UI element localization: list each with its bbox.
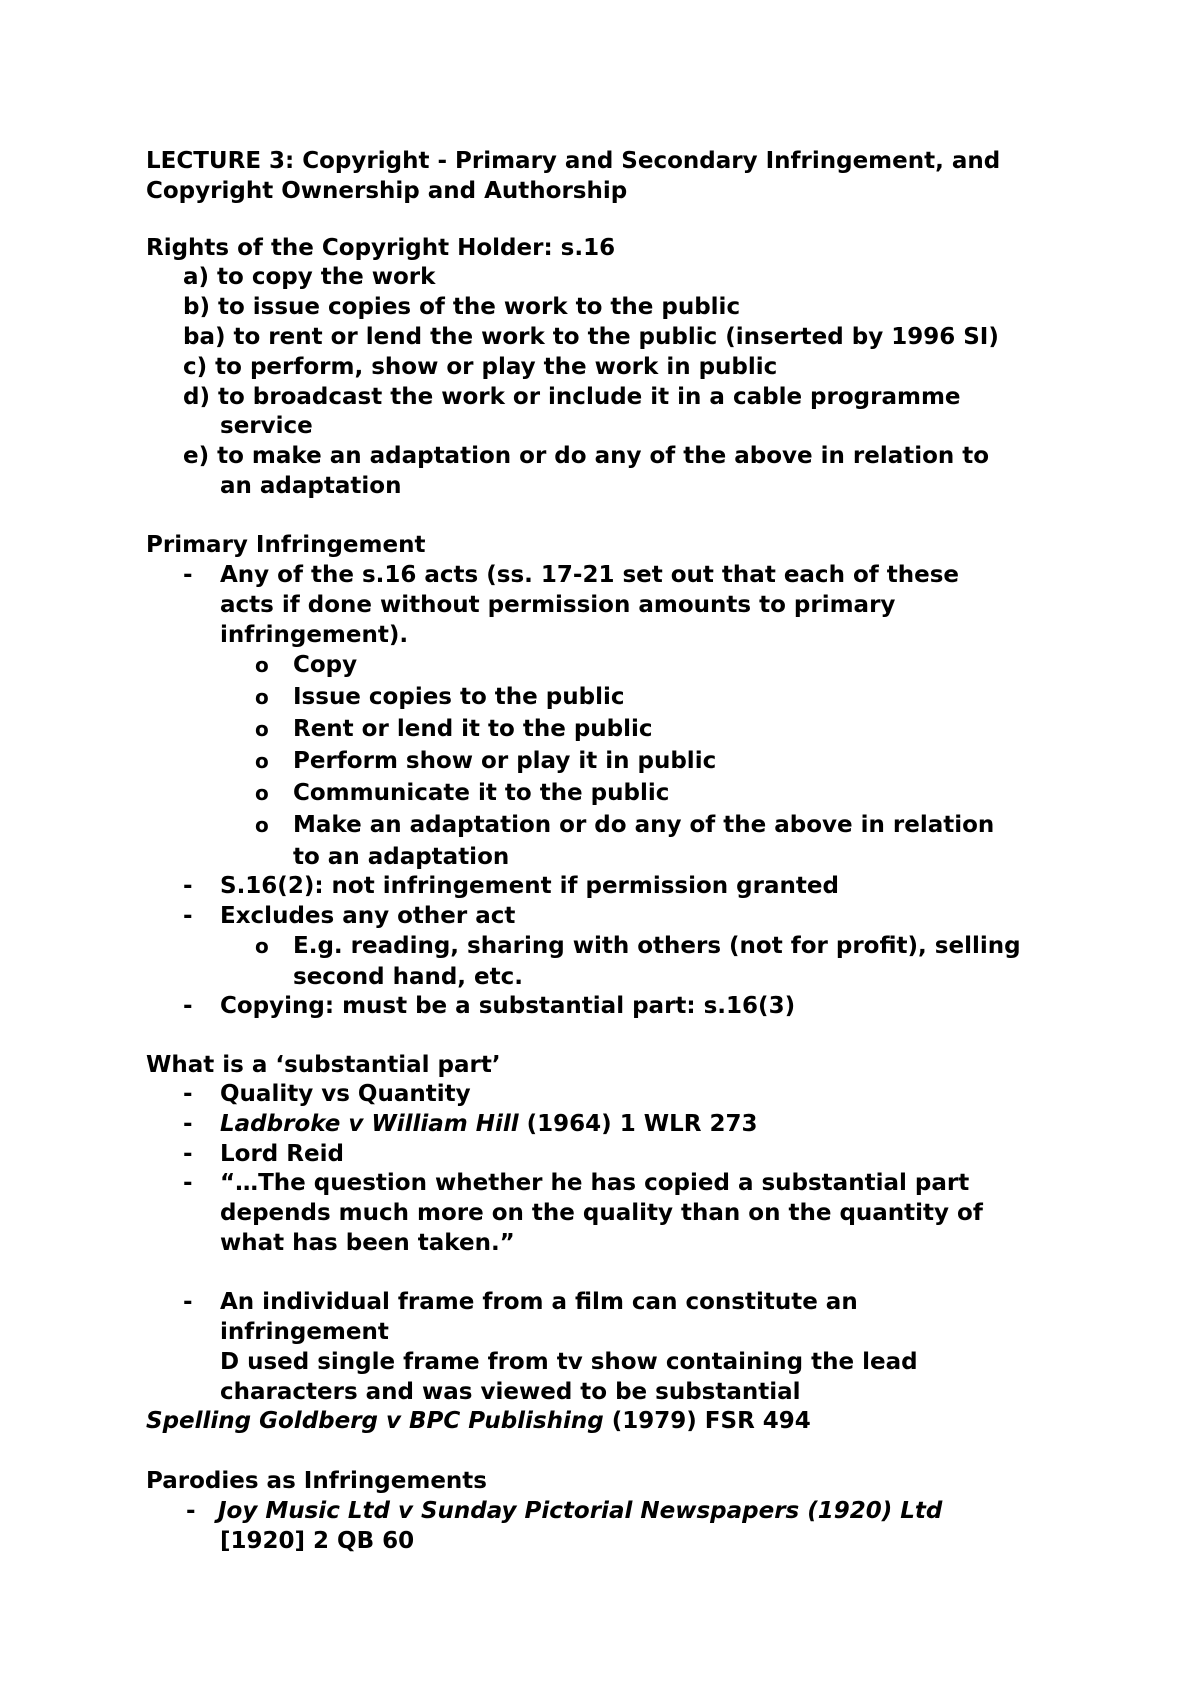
substantial-case-spelling xyxy=(146,1406,811,1436)
title-line-1: LECTURE 3: Copyright - Primary and Secondary Infringement, and xyxy=(146,148,1001,174)
circle-bullet: o xyxy=(255,685,269,709)
circle-bullet: o xyxy=(255,749,269,773)
substantial-frame-line-3: D used single frame from tv show containing the lead xyxy=(220,1349,918,1375)
dash-bullet: - xyxy=(183,1111,193,1137)
primary-sub-item: Rent or lend it to the public xyxy=(293,716,653,742)
circle-bullet: o xyxy=(255,934,269,958)
rights-item-d-cont: service xyxy=(220,413,313,439)
rights-item-d: d) to broadcast the work or include it in a cable programme xyxy=(183,384,961,410)
case-name: Joy Music Ltd v Sunday Pictorial Newspapers (1920) Ltd xyxy=(218,1498,943,1524)
primary-sub-item: Issue copies to the public xyxy=(293,684,625,710)
primary-excludes: Excludes any other act xyxy=(220,903,516,929)
dash-bullet: - xyxy=(186,1498,196,1524)
substantial-quote-line-2: depends much more on the quality than on the quantity of xyxy=(220,1200,983,1226)
dash-bullet: - xyxy=(183,903,193,929)
circle-bullet: o xyxy=(255,781,269,805)
dash-bullet: - xyxy=(183,1081,193,1107)
primary-s16-2: S.16(2): not infringement if permission granted xyxy=(220,873,839,899)
primary-acts-line-2: acts if done without permission amounts to primary xyxy=(220,592,896,618)
primary-eg-line-1: E.g. reading, sharing with others (not for profit), selling xyxy=(293,933,1021,959)
substantial-frame-line-4: characters and was viewed to be substantial xyxy=(220,1379,801,1405)
circle-bullet: o xyxy=(255,813,269,837)
primary-eg-line-2: second hand, etc. xyxy=(293,964,524,990)
rights-item-a: a) to copy the work xyxy=(183,264,436,290)
case-name: Ladbroke v William Hill xyxy=(220,1111,519,1137)
primary-sub-item: Communicate it to the public xyxy=(293,780,670,806)
primary-heading: Primary Infringement xyxy=(146,532,426,558)
case-citation: (1979) FSR 494 xyxy=(603,1408,811,1434)
substantial-heading: What is a ‘substantial part’ xyxy=(146,1052,501,1078)
dash-bullet: - xyxy=(183,873,193,899)
dash-bullet: - xyxy=(183,562,193,588)
substantial-frame-line-2: infringement xyxy=(220,1319,389,1345)
substantial-case-ladbroke xyxy=(220,1109,757,1139)
dash-bullet: - xyxy=(183,993,193,1019)
substantial-quote-line-1: “…The question whether he has copied a substantial part xyxy=(220,1170,970,1196)
dash-bullet: - xyxy=(183,1141,193,1167)
rights-item-e: e) to make an adaptation or do any of the above in relation to xyxy=(183,443,990,469)
primary-sub-item: Perform show or play it in public xyxy=(293,748,717,774)
rights-item-c: c) to perform, show or play the work in public xyxy=(183,354,778,380)
primary-sub-item: Make an adaptation or do any of the above in relation xyxy=(293,812,995,838)
primary-sub-item: Copy xyxy=(293,652,358,678)
rights-item-b: b) to issue copies of the work to the public xyxy=(183,294,741,320)
substantial-judge: Lord Reid xyxy=(220,1141,344,1167)
primary-acts-line-1: Any of the s.16 acts (ss. 17-21 set out that each of these xyxy=(220,562,960,588)
title-line-2: Copyright Ownership and Authorship xyxy=(146,178,628,204)
circle-bullet: o xyxy=(255,653,269,677)
case-citation: (1964) 1 WLR 273 xyxy=(518,1111,758,1137)
parodies-case-line-1 xyxy=(218,1496,942,1526)
primary-copying: Copying: must be a substantial part: s.16(3) xyxy=(220,993,796,1019)
rights-item-e-cont: an adaptation xyxy=(220,473,402,499)
substantial-frame-line-1: An individual frame from a film can constitute an xyxy=(220,1289,858,1315)
dash-bullet: - xyxy=(183,1289,193,1315)
rights-heading: Rights of the Copyright Holder: s.16 xyxy=(146,235,616,261)
parodies-heading: Parodies as Infringements xyxy=(146,1468,487,1494)
dash-bullet: - xyxy=(183,1170,193,1196)
substantial-quality: Quality vs Quantity xyxy=(220,1081,471,1107)
primary-acts-line-3: infringement). xyxy=(220,622,409,648)
parodies-case-line-2: [1920] 2 QB 60 xyxy=(220,1528,415,1554)
case-name: Spelling Goldberg v BPC Publishing xyxy=(146,1408,604,1434)
circle-bullet: o xyxy=(255,717,269,741)
primary-sub-item-cont: to an adaptation xyxy=(293,844,510,870)
rights-item-ba: ba) to rent or lend the work to the public (inserted by 1996 SI) xyxy=(183,324,999,350)
substantial-quote-line-3: what has been taken.” xyxy=(220,1230,515,1256)
